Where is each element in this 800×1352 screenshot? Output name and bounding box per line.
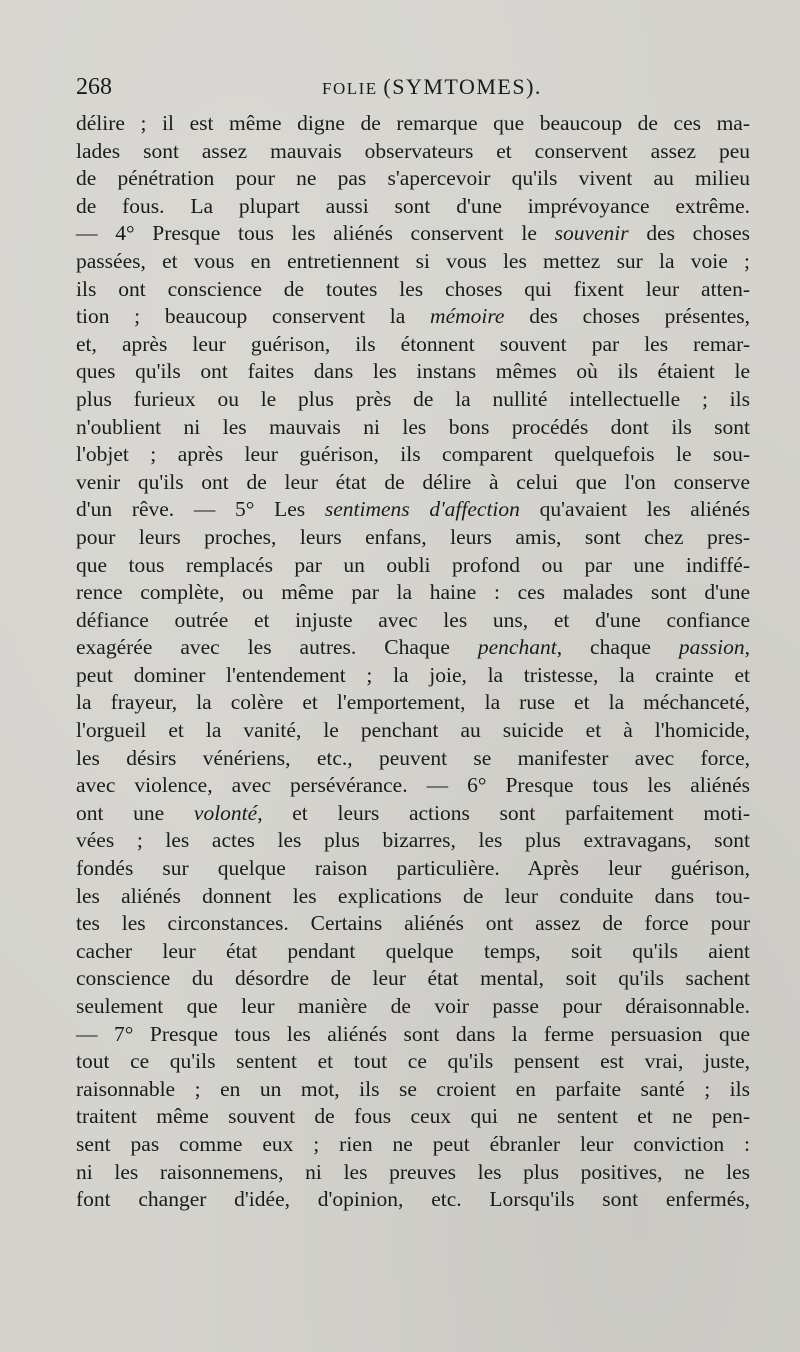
text-line: n'oublient ni les mauvais ni les bons procédés dont ils sont (76, 414, 750, 439)
text-line: défiance outrée et injuste avec les uns, et d'une confiance (76, 607, 750, 632)
page-header (76, 72, 750, 102)
running-title (322, 72, 542, 104)
text-line: conscience du désordre de leur état mental, soit qu'ils sachent (76, 966, 750, 991)
text-line: que tous remplacés par un oubli profond ou par une indiffé- (76, 552, 750, 577)
text-line: avec violence, avec persévérance. — 6° Presque tous les aliénés (76, 773, 750, 798)
text-segment: , (744, 635, 750, 660)
text-segment: des choses (628, 221, 751, 246)
text-segment: qu'avaient les aliénés (519, 497, 750, 522)
text-line: raisonnable ; en un mot, ils se croient en parfaite santé ; ils (76, 1076, 750, 1101)
text-line: fondés sur quelque raison particulière. Après leur guérison, (76, 856, 750, 881)
text-line: et, après leur guérison, ils étonnent souvent par les remar- (76, 331, 750, 356)
text-line: ils ont conscience de toutes les choses qui fixent leur atten- (76, 276, 750, 301)
italic-term: souvenir (554, 221, 629, 246)
text-line: de pénétration pour ne pas s'apercevoir qu'ils vivent au milieu (76, 166, 750, 191)
text-line: venir qu'ils ont de leur état de délire à celui que l'on conserve (76, 469, 750, 494)
text-segment: , chaque (556, 635, 679, 660)
text-line (76, 800, 750, 828)
page-number: 268 (76, 74, 112, 100)
text-line: les aliénés donnent les explications de leur conduite dans tou- (76, 883, 750, 908)
italic-term: mémoire (430, 304, 505, 329)
text-line: font changer d'idée, d'opinion, etc. Lorsqu'ils sont enfermés, (76, 1187, 750, 1212)
italic-term: sentimens d'affection (324, 497, 520, 522)
text-line: lades sont assez mauvais observateurs et conservent assez peu (76, 138, 750, 163)
text-line: peut dominer l'entendement ; la joie, la tristesse, la crainte et (76, 662, 750, 687)
text-line: plus furieux ou le plus près de la nullité intellectuelle ; ils (76, 386, 750, 411)
text-line: tes les circonstances. Certains aliénés ont assez de force pour (76, 911, 750, 936)
text-line: vées ; les actes les plus bizarres, les plus extravagans, sont (76, 828, 750, 853)
text-segment: des choses présentes, (504, 304, 750, 329)
italic-term: penchant (477, 635, 557, 660)
text-line (76, 220, 750, 248)
text-line: — 7° Presque tous les aliénés sont dans la ferme persuasion que (76, 1021, 750, 1046)
text-line: ques qu'ils ont faites dans les instans mêmes où ils étaient le (76, 359, 750, 384)
italic-term: volonté (193, 800, 258, 825)
text-line: les désirs vénériens, etc., peuvent se manifester avec force, (76, 745, 750, 770)
text-line: passées, et vous en entretiennent si vous les mettez sur la voie ; (76, 248, 750, 273)
text-line (76, 303, 750, 331)
running-title-sub: (SYMTOMES). (383, 74, 542, 99)
text-segment: exagérée avec les autres. Chaque (76, 635, 478, 660)
text-line: ni les raisonnemens, ni les preuves les plus positives, ne les (76, 1159, 750, 1184)
text-line: rence complète, ou même par la haine : ces malades sont d'une (76, 580, 750, 605)
running-title-main: FOLIE (322, 79, 384, 98)
text-segment: d'un rêve. — 5° Les (76, 497, 325, 522)
text-line: la frayeur, la colère et l'emportement, la ruse et la méchanceté, (76, 690, 750, 715)
text-line: pour leurs proches, leurs enfans, leurs amis, sont chez pres- (76, 524, 750, 549)
text-line: de fous. La plupart aussi sont d'une imprévoyance extrême. (76, 193, 750, 218)
body-text (76, 110, 750, 1214)
text-line: cacher leur état pendant quelque temps, soit qu'ils aient (76, 938, 750, 963)
text-line: l'objet ; après leur guérison, ils comparent quelquefois le sou- (76, 442, 750, 467)
text-line (76, 634, 750, 662)
text-line (76, 496, 750, 524)
text-line: sent pas comme eux ; rien ne peut ébranler leur conviction : (76, 1131, 750, 1156)
text-line: traitent même souvent de fous ceux qui ne sentent et ne pen- (76, 1104, 750, 1129)
text-segment: ont une (76, 800, 194, 825)
text-segment: , et leurs actions sont parfaitement moti- (257, 800, 750, 825)
text-line: tout ce qu'ils sentent et tout ce qu'ils pensent est vrai, juste, (76, 1049, 750, 1074)
text-segment: tion ; beaucoup conservent la (76, 304, 431, 329)
text-line: délire ; il est même digne de remarque que beaucoup de ces ma- (76, 111, 750, 135)
text-line: l'orgueil et la vanité, le penchant au suicide et à l'homicide, (76, 718, 750, 743)
text-line: seulement que leur manière de voir passe pour déraisonnable. (76, 994, 750, 1018)
text-segment: — 4° Presque tous les aliénés conservent le (76, 221, 555, 246)
italic-term: passion (678, 635, 745, 660)
